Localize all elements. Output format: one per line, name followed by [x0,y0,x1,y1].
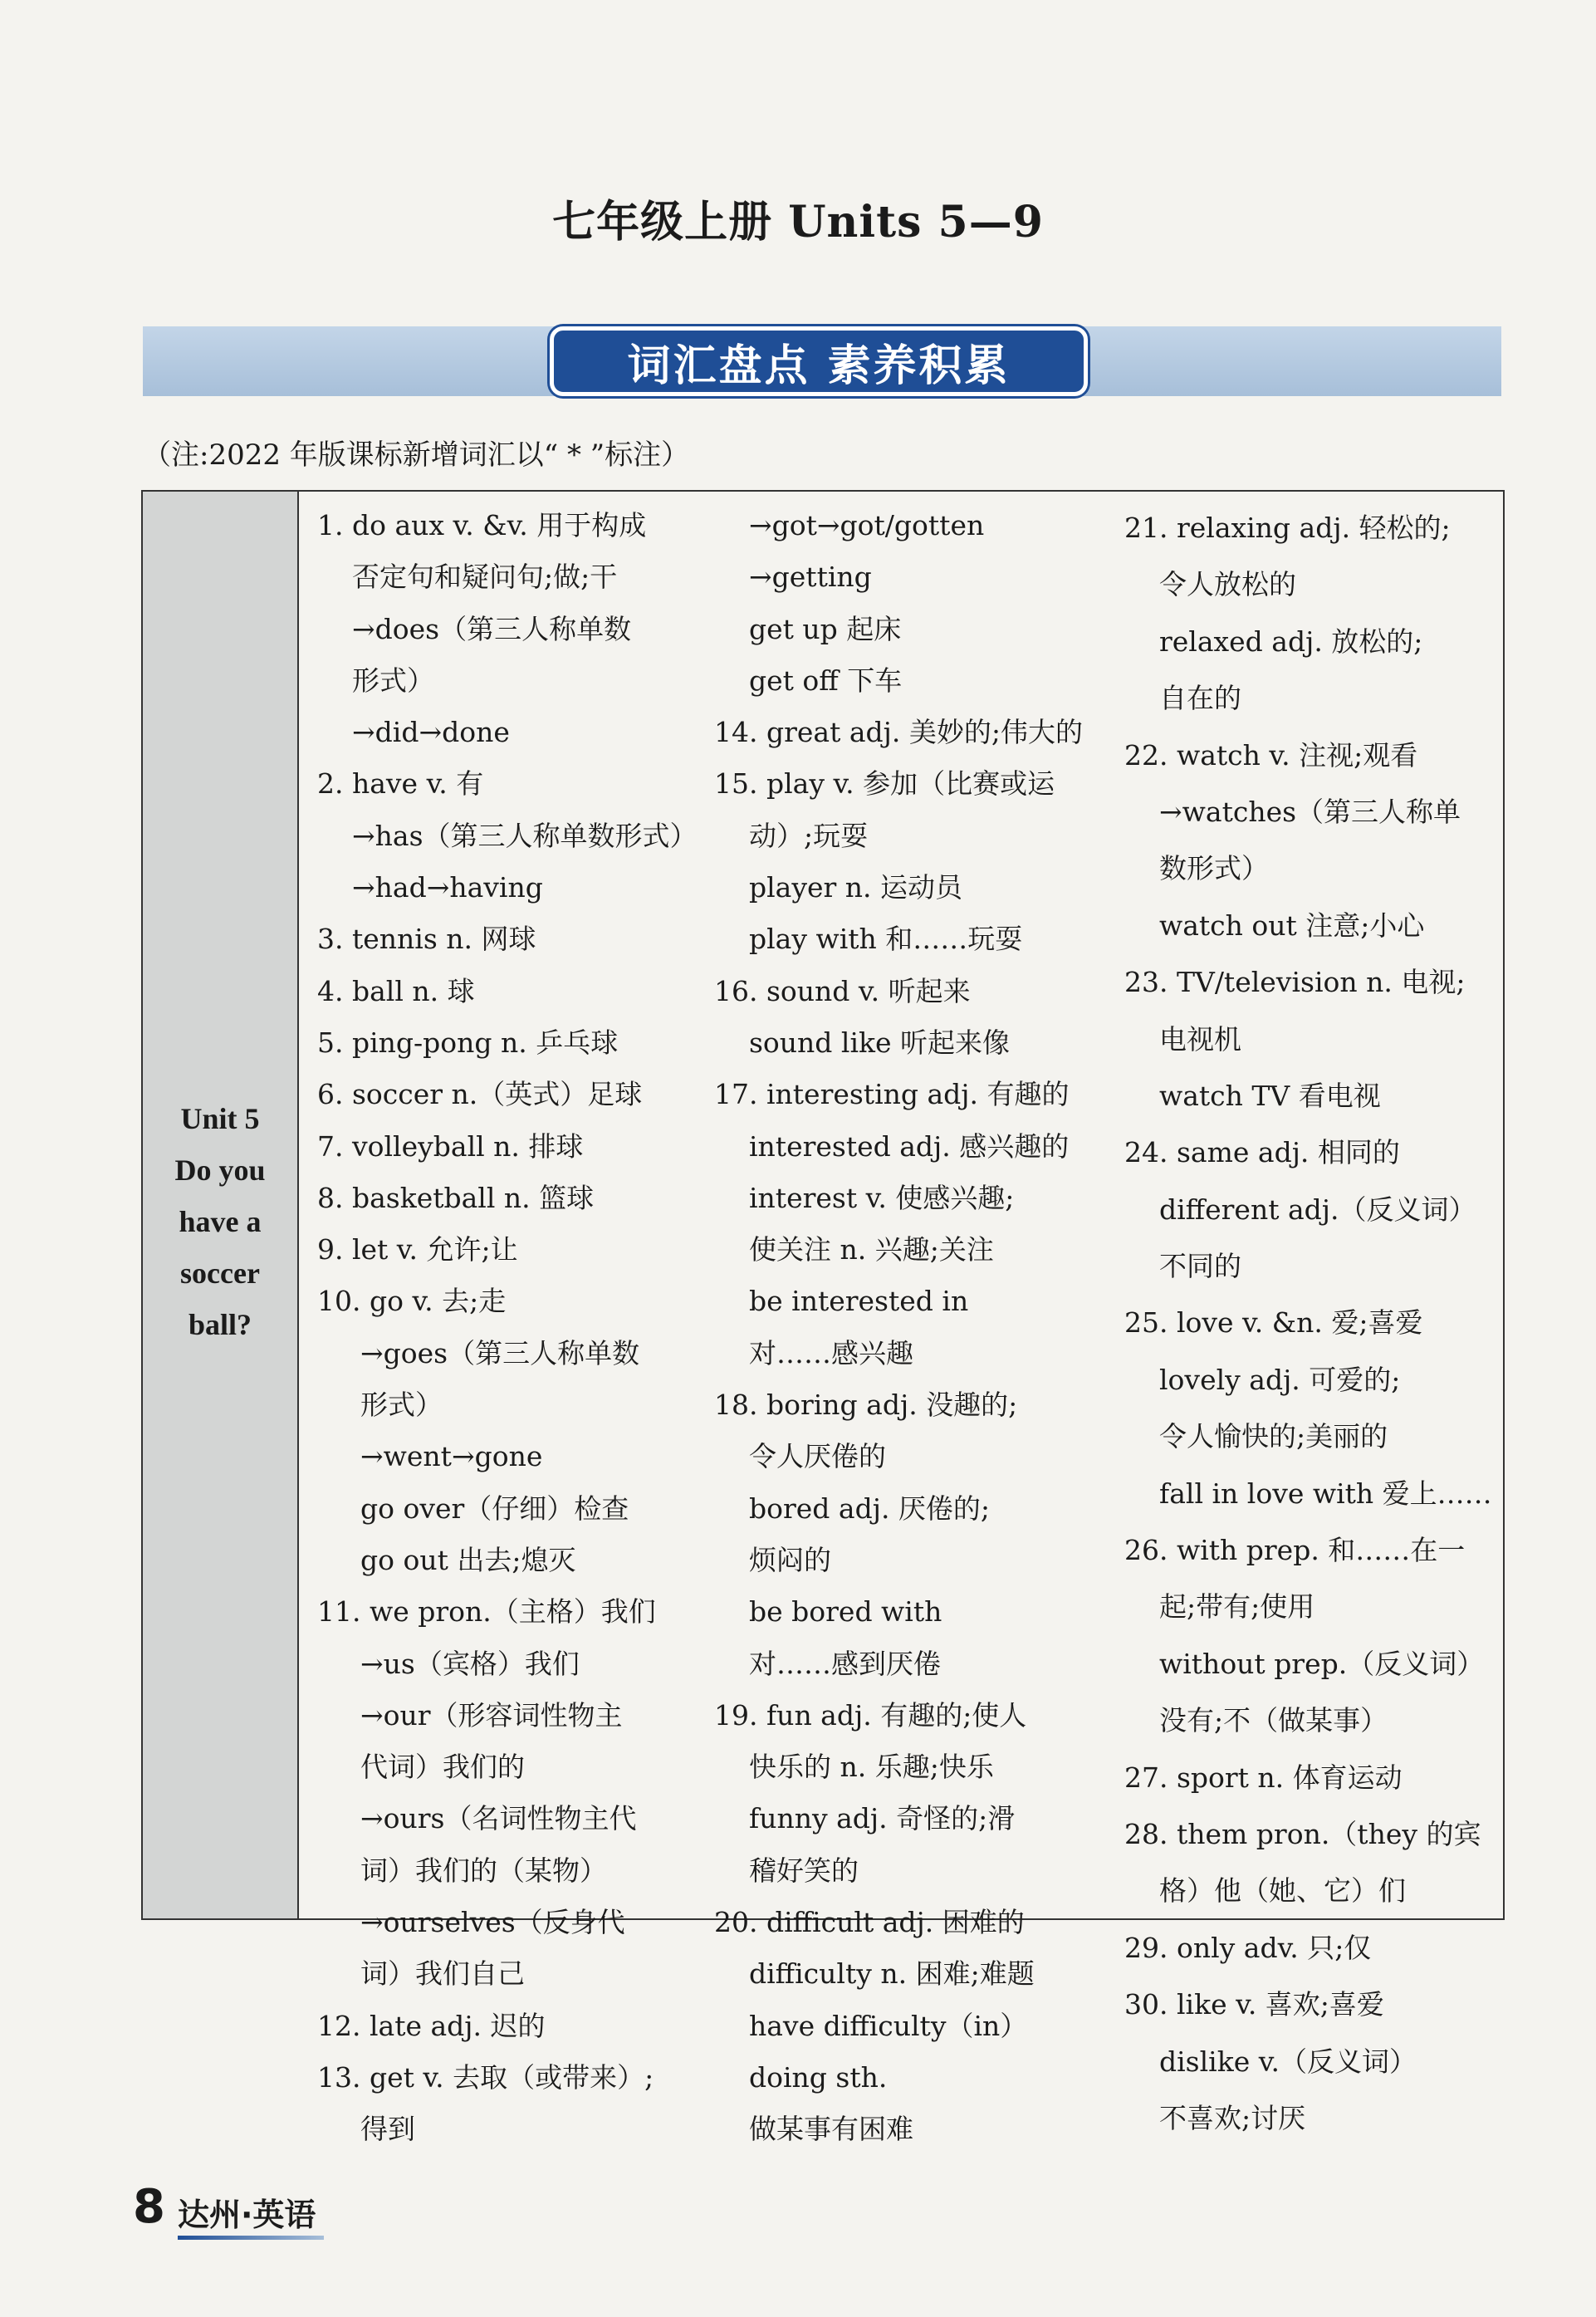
vocab-line: 令人愉快的;美丽的 [1159,1420,1388,1453]
vocab-line: 没有;不（做某事） [1159,1704,1388,1737]
vocab-line: 24. same adj. 相同的 [1124,1136,1400,1169]
page-title: 七年级上册 Units 5—9 [552,197,1044,247]
vocab-line: →went→gone [360,1440,543,1473]
section-banner-label: 词汇盘点 素养积累 [550,326,1088,396]
vocab-line: without prep.（反义词） [1159,1647,1485,1680]
vocab-line: be bored with [749,1595,942,1629]
vocab-line: 16. sound v. 听起来 [714,974,971,1007]
vocab-line: →did→done [352,716,510,749]
vocab-line: difficulty n. 困难;难题 [749,1957,1035,1991]
vocab-line: 词）我们的（某物） [360,1854,607,1887]
vocab-line: →had→having [352,871,543,904]
vocab-line: 电视机 [1159,1022,1241,1056]
vocab-line: 7. volleyball n. 排球 [317,1129,584,1163]
vocab-line: dislike v.（反义词） [1159,2045,1417,2078]
unit-title-line: soccer [180,1256,260,1290]
vocab-line: 5. ping-pong n. 乒乓球 [317,1026,619,1059]
vocabulary-column-2 [714,492,1124,2146]
vocab-line: 30. like v. 喜欢;喜爱 [1124,1988,1384,2021]
vocab-line: get up 起床 [749,612,902,645]
vocab-line: →got→got/gotten [749,509,985,541]
vocab-line: 令人厌倦的 [749,1440,886,1473]
vocab-line: player n. 运动员 [749,871,963,904]
vocab-line: go over（仔细）检查 [360,1492,629,1525]
vocab-line: watch out 注意;小心 [1159,909,1425,942]
vocab-line: →goes（第三人称单数 [360,1336,640,1369]
vocab-line: 18. boring adj. 没趣的; [714,1389,1018,1422]
vocab-line: 6. soccer n.（英式）足球 [317,1078,643,1111]
vocab-line: lovely adj. 可爱的; [1159,1363,1401,1396]
vocab-line: 12. late adj. 迟的 [317,2009,546,2042]
unit-title-line: ball? [188,1308,252,1341]
vocab-line: 9. let v. 允许;让 [317,1233,518,1266]
vocab-line: 4. ball n. 球 [317,974,475,1007]
vocabulary-table [141,490,1505,2146]
vocab-line: funny adj. 奇怪的;滑 [749,1802,1016,1835]
vocab-line: 令人放松的 [1159,568,1296,601]
vocab-line: 格）他（她、它）们 [1159,1874,1406,1908]
vocab-line: fall in love with 爱上…… [1159,1477,1492,1510]
vocab-line: 8. basketball n. 篮球 [317,1181,595,1214]
vocab-line: →watches（第三人称单 [1159,795,1461,828]
vocab-line: 22. watch v. 注视;观看 [1124,738,1418,772]
vocab-line: 1. do aux v. &v. 用于构成 [317,509,647,541]
vocab-line: 不同的 [1159,1250,1241,1283]
vocab-line: 23. TV/television n. 电视; [1124,966,1466,999]
vocab-line: doing sth. [749,2060,888,2094]
vocab-line: →does（第三人称单数 [352,612,632,645]
vocab-line: 2. have v. 有 [317,767,484,801]
vocab-line: 自在的 [1159,682,1241,715]
vocab-line: 26. with prep. 和……在一 [1124,1534,1466,1567]
vocab-line: 29. only adv. 只;仅 [1124,1931,1372,1964]
vocab-line: 21. relaxing adj. 轻松的; [1124,512,1451,544]
vocab-line: relaxed adj. 放松的; [1159,625,1423,658]
vocab-line: play with 和……玩耍 [749,923,1023,956]
vocab-line: 使关注 n. 兴趣;关注 [749,1233,994,1266]
vocab-line: 17. interesting adj. 有趣的 [714,1078,1070,1111]
vocab-line: 数形式） [1159,852,1269,885]
vocab-line: have difficulty（in） [749,2009,1028,2042]
vocab-line: 形式） [352,664,434,697]
vocab-line: 13. get v. 去取（或带来）; [317,2060,654,2094]
vocab-line: 形式） [360,1389,443,1422]
vocab-line: go out 出去;熄灭 [360,1543,576,1576]
vocab-line: 不喜欢;讨厌 [1159,2101,1306,2134]
vocab-line: 10. go v. 去;走 [317,1285,507,1318]
vocab-line: 得到 [360,2113,415,2146]
vocab-line: sound like 听起来像 [749,1026,1011,1059]
vocab-line: 20. difficult adj. 困难的 [714,1906,1025,1939]
vocab-line: →ours（名词性物主代 [360,1802,637,1835]
vocabulary-columns [299,492,1503,2146]
vocab-line: interested adj. 感兴趣的 [749,1129,1070,1163]
vocab-line: →getting [749,561,872,594]
unit-title-line: have a [179,1205,262,1238]
vocab-line: interest v. 使感兴趣; [749,1181,1015,1214]
unit-title-line: Unit 5 [180,1102,260,1135]
vocab-line: 稽好笑的 [749,1854,859,1887]
vocab-line: 25. love v. &n. 爱;喜爱 [1124,1306,1423,1340]
vocab-line: 27. sport n. 体育运动 [1124,1761,1403,1794]
vocab-line: 对……感到厌倦 [749,1647,941,1680]
vocab-line: get off 下车 [749,664,903,697]
vocab-line: →has（第三人称单数形式） [352,819,698,852]
vocab-line: 做某事有困难 [749,2113,913,2146]
page-number: 8 [133,2180,165,2234]
footer-underline [178,2236,324,2240]
vocab-line: 19. fun adj. 有趣的;使人 [714,1698,1027,1732]
vocab-line: 代词）我们的 [360,1751,525,1784]
note-text: （注:2022 年版课标新增词汇以“ * ”标注） [143,438,690,472]
vocab-line: 对……感兴趣 [749,1336,913,1369]
vocab-line: →ourselves（反身代 [360,1906,625,1939]
vocab-line: bored adj. 厌倦的; [749,1492,991,1525]
vocab-line: 动）;玩耍 [749,819,869,852]
vocab-line: watch TV 看电视 [1159,1079,1381,1112]
vocab-line: 14. great adj. 美妙的;伟大的 [714,716,1083,749]
vocab-line: 否定句和疑问句;做;干 [352,561,618,594]
vocab-line: be interested in [749,1285,969,1318]
vocab-line: →our（形容词性物主 [360,1698,623,1732]
unit-title-line: Do you [174,1154,266,1187]
vocab-line: 3. tennis n. 网球 [317,923,536,956]
unit-title [174,1093,265,1350]
vocab-line: different adj.（反义词） [1159,1193,1476,1226]
vocab-line: 快乐的 n. 乐趣;快乐 [749,1751,994,1784]
book-label: 达州·英语 [178,2197,316,2233]
vocab-line: →us（宾格）我们 [360,1647,580,1680]
unit-label-cell [143,492,299,1918]
vocabulary-column-1 [307,492,714,2146]
vocab-line: 烦闷的 [749,1543,831,1576]
vocabulary-column-3 [1124,492,1498,2134]
vocab-line: 词）我们自己 [360,1957,525,1991]
vocab-line: 15. play v. 参加（比赛或运 [714,767,1055,801]
vocab-line: 起;带有;使用 [1159,1590,1315,1624]
vocab-line: 28. them pron.（they 的宾 [1124,1817,1481,1850]
vocab-line: 11. we pron.（主格）我们 [317,1595,656,1629]
